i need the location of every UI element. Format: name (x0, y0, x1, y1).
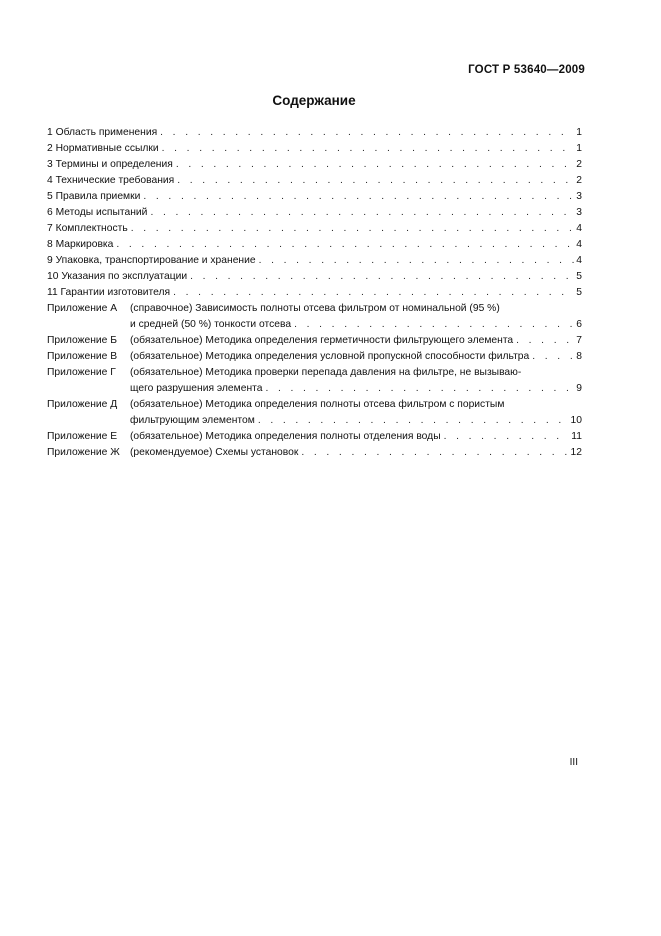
toc-appendix-g-cont[interactable]: щего разрушения элемента . . . 9 (47, 381, 582, 397)
toc-entry[interactable]: 8 Маркировка . . . 4 (47, 237, 582, 253)
toc-entry[interactable]: 5 Правила приемки . . . 3 (47, 189, 582, 205)
appendix-label: Приложение А (47, 303, 118, 314)
document-header: ГОСТ Р 53640—2009 (468, 64, 585, 76)
toc-appendix-e[interactable]: Приложение Е (обязательное) Методика определения полноты отделения воды . . . 11 (47, 429, 582, 445)
toc-entry[interactable]: 7 Комплектность . . . 4 (47, 221, 582, 237)
toc-entry[interactable]: 11 Гарантии изготовителя . . . 5 (47, 285, 582, 301)
toc-entry[interactable]: 10 Указания по эксплуатации . . . 5 (47, 269, 582, 285)
appendix-label: Приложение В (47, 351, 118, 362)
toc-appendix-a[interactable] (47, 301, 582, 317)
toc-appendix-g[interactable] (47, 365, 582, 381)
appendix-label: Приложение Д (47, 399, 118, 410)
toc-entry[interactable]: 1 Область применения . . . 1 (47, 125, 582, 141)
toc-entry[interactable]: 4 Технические требования . . . 2 (47, 173, 582, 189)
toc-entry[interactable]: 3 Термины и определения . . . 2 (47, 157, 582, 173)
appendix-title-line: (обязательное) Методика проверки перепада давления на фильтре, не вызываю- (130, 367, 522, 378)
appendix-label: Приложение Е (47, 431, 118, 442)
toc-appendix-v[interactable]: Приложение В (обязательное) Методика определения условной пропускной способности фильтра . . . 8 (47, 349, 582, 365)
appendix-title-line: (обязательное) Методика определения полноты отсева фильтром с пористым (130, 399, 505, 410)
toc-appendix-a-cont[interactable]: и средней (50 %) тонкости отсева . . . 6 (47, 317, 582, 333)
toc-appendix-d-cont[interactable]: фильтрующим элементом . . . 10 (47, 413, 582, 429)
toc-appendix-zh[interactable]: Приложение Ж (рекомендуемое) Схемы установок . . . 12 (47, 445, 582, 461)
appendix-label: Приложение Г (47, 367, 116, 378)
toc-appendix-b[interactable]: Приложение Б (обязательное) Методика определения герметичности фильтрующего элемента . . . 7 (47, 333, 582, 349)
appendix-label: Приложение Ж (47, 447, 120, 458)
toc-appendix-d[interactable] (47, 397, 582, 413)
appendix-title-line: (справочное) Зависимость полноты отсева фильтром от номинальной (95 %) (130, 303, 500, 314)
toc-entry[interactable]: 9 Упаковка, транспортирование и хранение . . . 4 (47, 253, 582, 269)
toc-entry[interactable]: 2 Нормативные ссылки . . . 1 (47, 141, 582, 157)
page-title: Содержание (272, 93, 356, 108)
page-number: III (569, 757, 578, 768)
toc-entry[interactable]: 6 Методы испытаний . . . 3 (47, 205, 582, 221)
appendix-label: Приложение Б (47, 335, 118, 346)
